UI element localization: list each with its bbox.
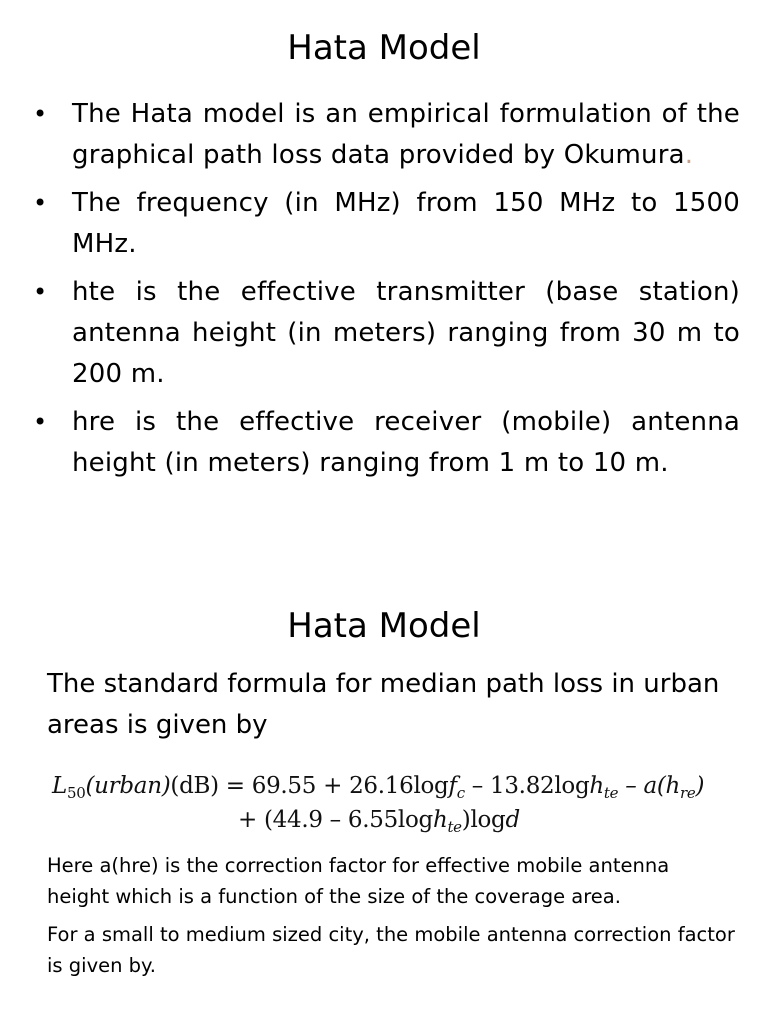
slide-1-title: Hata Model [287, 28, 481, 68]
formula-sub-te-2: te [447, 818, 462, 836]
bullet-trailing-period: . [684, 140, 694, 170]
formula-sub-50: 50 [66, 784, 86, 802]
bullet-item-4 [0, 402, 768, 484]
bullet-text-2: The frequency (in MHz) from 150 MHz to 1500 MHz. [72, 188, 740, 259]
path-loss-formula [50, 768, 730, 844]
formula-h-te-2: h [432, 807, 448, 833]
formula-sub-te: te [603, 784, 619, 802]
formula-f: f [448, 773, 457, 799]
formula-h-re: h [665, 773, 681, 799]
bullet-item-2 [0, 183, 768, 265]
formula-close-paren: ) [695, 773, 705, 799]
formula-sub-c: c [456, 784, 465, 802]
intro-text: The standard formula for median path loss in urban areas is given by [47, 669, 720, 740]
formula-line2-end: )log [461, 807, 506, 833]
formula-line2-start: + (44.9 – 6.55log [238, 807, 433, 833]
note-correction-factor: Here a(hre) is the correction factor for effective mobile antenna height which is a function of the size of the coverage area. [47, 854, 670, 908]
formula-sub-re: re [680, 784, 696, 802]
formula-db-term: (dB) = 69.55 + 26.16log [170, 773, 449, 799]
bullet-icon: • [33, 100, 48, 128]
formula-a-term: – a( [618, 773, 666, 799]
note-small-city: For a small to medium sized city, the mobile antenna correction factor is given by. [47, 923, 735, 977]
bullet-list [0, 94, 768, 491]
bullet-text-3: hte is the effective transmitter (base station) antenna height (in meters) ranging from 30 m to 200 m. [72, 277, 740, 389]
bullet-item-1 [0, 94, 768, 176]
formula-h-te: h [589, 773, 604, 799]
formula-urban: (urban) [85, 773, 171, 799]
slide-2-title: Hata Model [287, 606, 481, 646]
formula-d: d [505, 807, 520, 833]
bullet-item-3 [0, 272, 768, 395]
formula-line-2 [238, 804, 520, 836]
bullet-text-1: The Hata model is an empirical formulation of the graphical path loss data provided by Okumura [72, 99, 740, 170]
formula-line-1 [52, 770, 704, 802]
bullet-text-4: hre is the effective receiver (mobile) antenna height (in meters) ranging from 1 m to 10 m. [72, 407, 740, 478]
formula-L: L [52, 773, 67, 799]
bullet-icon: • [33, 408, 48, 436]
bullet-icon: • [33, 278, 48, 306]
bullet-icon: • [33, 189, 48, 217]
slide-2 [0, 590, 768, 1024]
formula-mid-term: – 13.82log [464, 773, 590, 799]
